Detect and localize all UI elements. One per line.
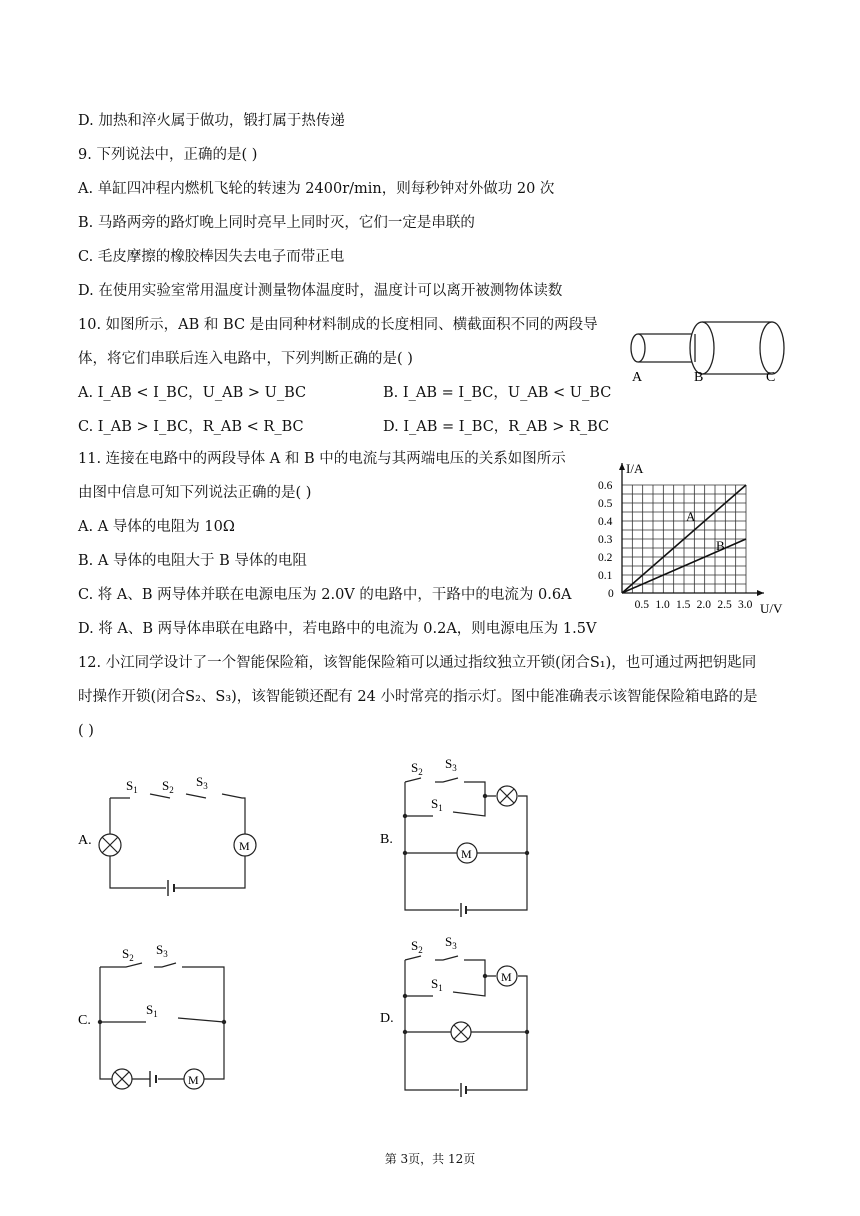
- svg-text:S3: $S_3$: [445, 934, 457, 951]
- y-axis-label: I/A: [626, 461, 644, 476]
- circuit-a: [70, 770, 270, 900]
- circuit-a-label: A.: [78, 833, 92, 848]
- label-b: B: [694, 370, 704, 385]
- circuit-d: [375, 930, 545, 1100]
- x-tick-label: 1.0: [655, 599, 670, 611]
- q8-option-d: D. 加热和淬火属于做功，锻打属于热传递: [78, 113, 345, 129]
- q10-option-c: C. I_AB > I_BC，R_AB < R_BC: [78, 419, 304, 435]
- motor-label: M: [239, 839, 250, 853]
- circuit-b-label: B.: [380, 832, 393, 847]
- label-c: C: [766, 370, 776, 385]
- q9-option-b: B. 马路两旁的路灯晚上同时亮早上同时灭，它们一定是串联的: [78, 215, 475, 231]
- x-tick-label: 2.5: [717, 599, 732, 611]
- y-tick-label: 0.4: [598, 516, 613, 528]
- y-tick-label: 0: [608, 588, 614, 600]
- conductor-figure: [620, 314, 790, 389]
- y-tick-label: 0.3: [598, 534, 613, 546]
- q9-stem: 9. 下列说法中，正确的是( ): [78, 147, 258, 163]
- circuit-d-label: D.: [380, 1011, 394, 1026]
- x-tick-label: 0.5: [634, 599, 650, 611]
- y-tick-label: 0.6: [598, 480, 613, 492]
- q9-option-c: C. 毛皮摩擦的橡胶棒因失去电子而带正电: [78, 249, 345, 265]
- q11-option-b: B. A 导体的电阻大于 B 导体的电阻: [78, 553, 307, 569]
- q11-option-c: C. 将 A、B 两导体并联在电源电压为 2.0V 的电路中，干路中的电流为 0.6A: [78, 587, 572, 603]
- q10-option-b: B. I_AB = I_BC，U_AB < U_BC: [383, 385, 612, 401]
- q10-stem-2: 体，将它们串联后连入电路中，下列判断正确的是( ): [78, 351, 413, 367]
- q9-option-a: A. 单缸四冲程内燃机飞轮的转速为 2400r/min，则每秒钟对外做功 20 次: [78, 181, 555, 197]
- circuit-c-label: C.: [78, 1013, 91, 1028]
- svg-text:S1: $S_1$: [146, 1002, 158, 1019]
- series-label-B: B: [716, 538, 725, 553]
- q10-option-d: D. I_AB = I_BC，R_AB > R_BC: [383, 419, 610, 435]
- x-tick-label: 2.0: [696, 599, 712, 611]
- y-tick-label: 0.5: [598, 498, 613, 510]
- svg-text:M: M: [501, 970, 512, 984]
- circuit-b: [375, 752, 545, 922]
- svg-text:S2: $S_2$: [122, 946, 134, 963]
- svg-text:S2: $S_2$: [411, 760, 423, 777]
- q9-option-d: D. 在使用实验室常用温度计测量物体温度时，温度计可以离开被测物体读数: [78, 283, 563, 299]
- series-label-A: A: [686, 509, 696, 524]
- q12-stem-2: 时操作开锁(闭合S₂、S₃)，该智能锁还配有 24 小时常亮的指示灯。图中能准确表示该智能保险箱电路的是: [78, 689, 758, 705]
- q11-option-d: D. 将 A、B 两导体串联在电路中，若电路中的电流为 0.2A，则电源电压为 1.5V: [78, 621, 597, 637]
- svg-text:M: M: [461, 847, 472, 861]
- q11-stem-1: 11. 连接在电路中的两段导体 A 和 B 中的电流与其两端电压的关系如图所示: [78, 451, 566, 467]
- svg-text:S2: $S_2$: [411, 938, 423, 955]
- q10-stem-1: 10. 如图所示，AB 和 BC 是由同种材料制成的长度相同、横截面积不同的两段导: [78, 317, 598, 333]
- page-footer: 第 3页，共 12页: [384, 1152, 476, 1166]
- q12-stem-1: 12. 小江同学设计了一个智能保险箱，该智能保险箱可以通过指纹独立开锁(闭合S₁)，也可通过两把钥匙同: [78, 655, 757, 671]
- q12-stem-3: ( ): [78, 723, 94, 739]
- svg-text:M: M: [188, 1073, 199, 1087]
- y-tick-label: 0.2: [598, 552, 613, 564]
- svg-text:S1: $S_1$: [431, 976, 443, 993]
- label-a: A: [632, 370, 643, 385]
- svg-text:S3: $S_3$: [156, 942, 168, 959]
- y-axis-arrow: [619, 463, 625, 470]
- x-tick-label: 3.0: [738, 599, 753, 611]
- q10-option-a: A. I_AB < I_BC，U_AB > U_BC: [78, 385, 307, 401]
- y-tick-label: 0.1: [598, 570, 613, 582]
- x-axis-arrow: [757, 590, 764, 596]
- svg-text:S1: $S_1$: [126, 778, 138, 795]
- svg-text:S2: $S_2$: [162, 778, 174, 795]
- svg-text:S3: $S_3$: [445, 756, 457, 773]
- q11-stem-2: 由图中信息可知下列说法正确的是( ): [78, 485, 312, 501]
- circuit-c: [70, 940, 270, 1090]
- svg-text:S3: $S_3$: [196, 774, 208, 791]
- q11-option-a: A. A 导体的电阻为 10Ω: [78, 519, 235, 535]
- svg-text:S1: $S_1$: [431, 796, 443, 813]
- x-tick-label: 1.5: [676, 599, 691, 611]
- x-axis-label: U/V: [760, 601, 783, 616]
- iv-chart: [588, 448, 788, 616]
